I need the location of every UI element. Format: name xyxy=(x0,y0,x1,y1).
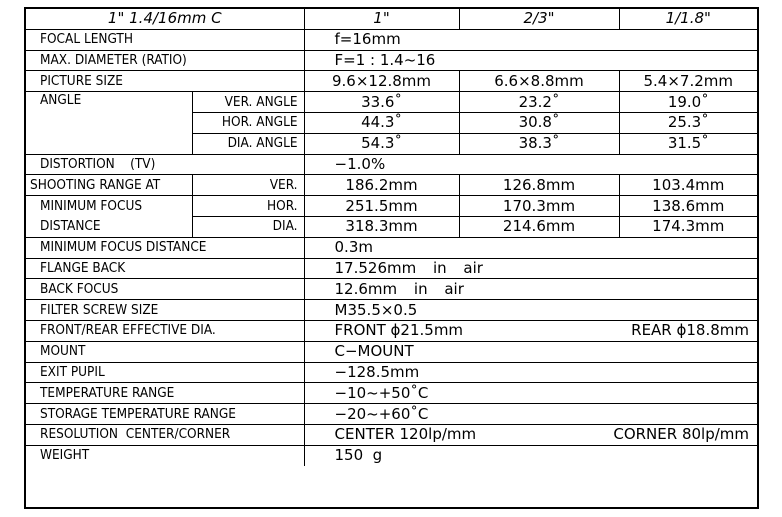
max-diameter-row xyxy=(26,50,757,71)
min-focus-row xyxy=(26,237,757,258)
resolution-center: CENTER 120lp/mm xyxy=(334,425,477,444)
filter-screw-label: FILTER SCREW SIZE xyxy=(26,300,304,321)
shooting-range-label-1: SHOOTING RANGE AT xyxy=(26,175,192,196)
mount-row xyxy=(26,341,757,362)
max-diameter-value: F=1 : 1.4~16 xyxy=(304,50,757,71)
shooting-range-ver-row xyxy=(26,175,757,196)
rear-effective-dia: REAR ϕ18.8mm xyxy=(631,321,750,340)
resolution-row xyxy=(26,424,757,445)
effective-dia-label: FRONT/REAR EFFECTIVE DIA. xyxy=(26,320,304,341)
filter-screw-row xyxy=(26,300,757,321)
storage-temperature-row xyxy=(26,404,757,425)
max-diameter-label: MAX. DIAMETER (RATIO) xyxy=(26,50,304,71)
shooting-range-hor-1: 251.5mm xyxy=(304,196,459,217)
format-1-1.8-inch: 1/1.8" xyxy=(619,9,757,29)
lens-model: 1" 1.4/16mm C xyxy=(26,9,304,29)
picture-size-label: PICTURE SIZE xyxy=(26,71,304,92)
format-1-inch: 1" xyxy=(304,9,459,29)
shooting-range-dia-2: 214.6mm xyxy=(459,216,619,237)
shooting-range-ver-label: VER. xyxy=(192,175,304,196)
picture-size-3: 5.4×7.2mm xyxy=(619,71,757,92)
angle-label: ANGLE xyxy=(26,92,192,154)
min-focus-label: MINIMUM FOCUS DISTANCE xyxy=(26,237,304,258)
dia-angle-1: 54.3˚ xyxy=(304,133,459,154)
lens-spec-sheet xyxy=(24,7,759,509)
shooting-range-label-2: MINIMUM FOCUS xyxy=(26,196,192,217)
spec-table xyxy=(26,9,757,466)
picture-size-1: 9.6×12.8mm xyxy=(304,71,459,92)
dia-angle-label: DIA. ANGLE xyxy=(192,133,304,154)
resolution-corner: CORNER 80lp/mm xyxy=(613,425,750,444)
front-effective-dia: FRONT ϕ21.5mm xyxy=(334,321,464,340)
ver-angle-1: 33.6˚ xyxy=(304,92,459,113)
distortion-value: −1.0% xyxy=(304,154,757,175)
shooting-range-ver-2: 126.8mm xyxy=(459,175,619,196)
exit-pupil-value: −128.5mm xyxy=(304,362,757,383)
exit-pupil-label: EXIT PUPIL xyxy=(26,362,304,383)
shooting-range-dia-3: 174.3mm xyxy=(619,216,757,237)
dia-angle-3: 31.5˚ xyxy=(619,133,757,154)
ver-angle-2: 23.2˚ xyxy=(459,92,619,113)
shooting-range-hor-3: 138.6mm xyxy=(619,196,757,217)
shooting-range-dia-1: 318.3mm xyxy=(304,216,459,237)
focal-length-value: f=16mm xyxy=(304,29,757,50)
effective-dia-row xyxy=(26,320,757,341)
focal-length-label: FOCAL LENGTH xyxy=(26,29,304,50)
hor-angle-1: 44.3˚ xyxy=(304,112,459,133)
storage-temperature-label: STORAGE TEMPERATURE RANGE xyxy=(26,404,304,425)
angle-ver-row xyxy=(26,92,757,113)
ver-angle-3: 19.0˚ xyxy=(619,92,757,113)
picture-size-row xyxy=(26,71,757,92)
flange-back-label: FLANGE BACK xyxy=(26,258,304,279)
shooting-range-hor-row xyxy=(26,196,757,217)
shooting-range-ver-3: 103.4mm xyxy=(619,175,757,196)
exit-pupil-row xyxy=(26,362,757,383)
flange-back-value: 17.526mm in air xyxy=(304,258,757,279)
shooting-range-hor-2: 170.3mm xyxy=(459,196,619,217)
filter-screw-value: M35.5×0.5 xyxy=(304,300,757,321)
back-focus-row xyxy=(26,279,757,300)
format-2-3-inch: 2/3" xyxy=(459,9,619,29)
resolution-split xyxy=(335,426,754,443)
picture-size-2: 6.6×8.8mm xyxy=(459,71,619,92)
shooting-range-hor-label: HOR. xyxy=(192,196,304,217)
ver-angle-label: VER. ANGLE xyxy=(192,92,304,113)
flange-back-row xyxy=(26,258,757,279)
header-row xyxy=(26,9,757,29)
hor-angle-3: 25.3˚ xyxy=(619,112,757,133)
effective-dia-split xyxy=(335,322,754,339)
resolution-values xyxy=(304,424,757,445)
distortion-row xyxy=(26,154,757,175)
weight-row xyxy=(26,445,757,465)
back-focus-label: BACK FOCUS xyxy=(26,279,304,300)
weight-label: WEIGHT xyxy=(26,445,304,465)
mount-label: MOUNT xyxy=(26,341,304,362)
hor-angle-2: 30.8˚ xyxy=(459,112,619,133)
shooting-range-label-3: DISTANCE xyxy=(26,216,192,237)
temperature-label: TEMPERATURE RANGE xyxy=(26,383,304,404)
storage-temperature-value: −20~+60˚C xyxy=(304,404,757,425)
temperature-row xyxy=(26,383,757,404)
hor-angle-label: HOR. ANGLE xyxy=(192,112,304,133)
weight-value: 150 g xyxy=(304,445,757,465)
resolution-label: RESOLUTION CENTER/CORNER xyxy=(26,424,304,445)
dia-angle-2: 38.3˚ xyxy=(459,133,619,154)
shooting-range-ver-1: 186.2mm xyxy=(304,175,459,196)
back-focus-value: 12.6mm in air xyxy=(304,279,757,300)
focal-length-row xyxy=(26,29,757,50)
min-focus-value: 0.3m xyxy=(304,237,757,258)
effective-dia-values xyxy=(304,320,757,341)
distortion-label: DISTORTION (TV) xyxy=(26,154,304,175)
shooting-range-dia-row xyxy=(26,216,757,237)
temperature-value: −10~+50˚C xyxy=(304,383,757,404)
shooting-range-dia-label: DIA. xyxy=(192,216,304,237)
mount-value: C−MOUNT xyxy=(304,341,757,362)
